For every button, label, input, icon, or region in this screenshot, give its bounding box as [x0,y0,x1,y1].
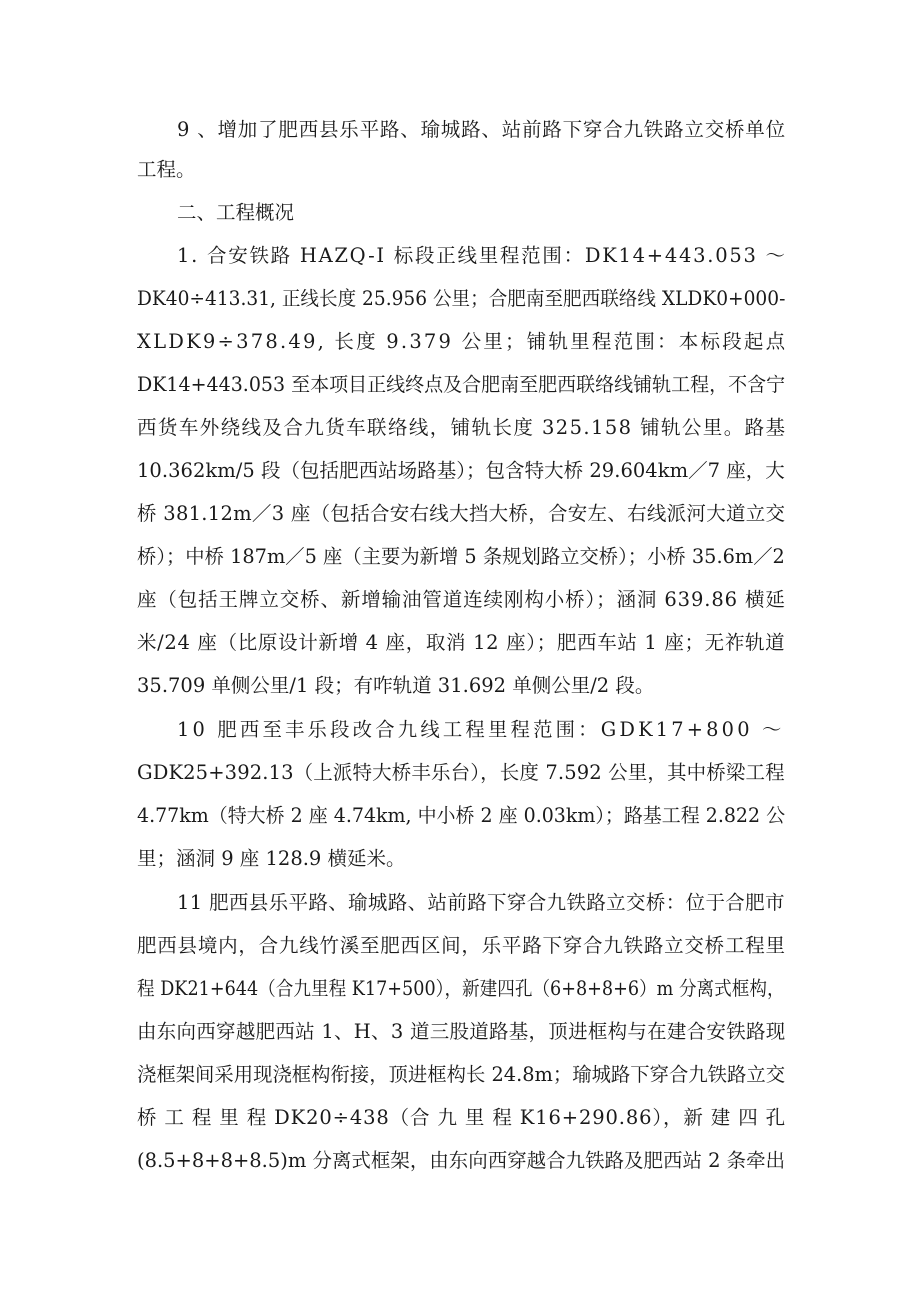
text-line: 由东向西穿越肥西站 1、H、3 道三股道路基，顶进框构与在建合安铁路现 [137,1020,786,1043]
section-heading: 二、工程概况 [177,201,295,224]
text-line: (8.5+8+8+8.5)m 分离式框架，由东向西穿越合九铁路及肥西站 2 条牵出 [137,1149,786,1172]
text-line: DK14+443.053 至本项目正线终点及合肥南至肥西联络线铺轨工程，不含宁 [137,373,786,396]
text-line: DK40÷413.31, 正线长度 25.956 公里；合肥南至肥西联络线 XLDK0+000- [137,287,786,310]
text-line: 肥西县境内，合九线竹溪至肥西区间，乐平路下穿合九铁路立交桥工程里 [137,934,786,957]
text-line: GDK25+392.13（上派特大桥丰乐台），长度 7.592 公里，其中桥梁工程 [137,761,785,784]
text-line: 11 肥西县乐平路、瑜城路、站前路下穿合九铁路立交桥：位于合肥市 [177,891,785,914]
text-line: 桥 工 程 里 程 DK20÷438（合 九 里 程 K16+290.86），新 建 四 孔 [137,1106,787,1129]
text-line: 工程。 [137,158,196,181]
text-line: 程 DK21+644（合九里程 K17+500），新建四孔（6+8+8+6）m 分离式框构， [137,977,785,1000]
text-line: XLDK9÷378.49, 长度 9.379 公里；铺轨里程范围：本标段起点 [137,330,788,353]
text-line: 桥 381.12m／3 座（包括合安右线大挡大桥，合安左、右线派河大道立交 [137,502,786,525]
text-line: 座（包括王牌立交桥、新增输油管道连续刚构小桥）；涵洞 639.86 横延 [137,588,786,611]
text-line: 10 肥西至丰乐段改合九线工程里程范围：GDK17+800 ～ [177,718,785,741]
text-line: 10.362km/5 段（包括肥西站场路基）；包含特大桥 29.604km／7 座，大 [137,459,785,482]
text-line: 4.77km（特大桥 2 座 4.74km, 中小桥 2 座 0.03km）；路基工程 2.822 公 [137,804,786,827]
text-line: 9 、增加了肥西县乐平路、瑜城路、站前路下穿合九铁路立交桥单位 [177,118,786,141]
text-line: 里；涵洞 9 座 128.9 横延米。 [137,847,406,870]
text-line: 35.709 单侧公里/1 段；有咋轨道 31.692 单侧公里/2 段。 [137,674,655,697]
text-line: 浇框架间采用现浇框构衔接，顶进框构长 24.8m；瑜城路下穿合九铁路立交 [137,1063,786,1086]
text-line: 桥）；中桥 187m／5 座（主要为新增 5 条规划路立交桥）；小桥 35.6m／2 [137,545,785,568]
text-line: 米/24 座（比原设计新增 4 座，取消 12 座）；肥西车站 1 座；无祚轨道 [137,631,786,654]
text-line: 西货车外绕线及合九货车联络线，铺轨长度 325.158 铺轨公里。路基 [137,416,787,439]
text-line: 1. 合安铁路 HAZQ-I 标段正线里程范围：DK14+443.053 ～ [177,244,787,267]
